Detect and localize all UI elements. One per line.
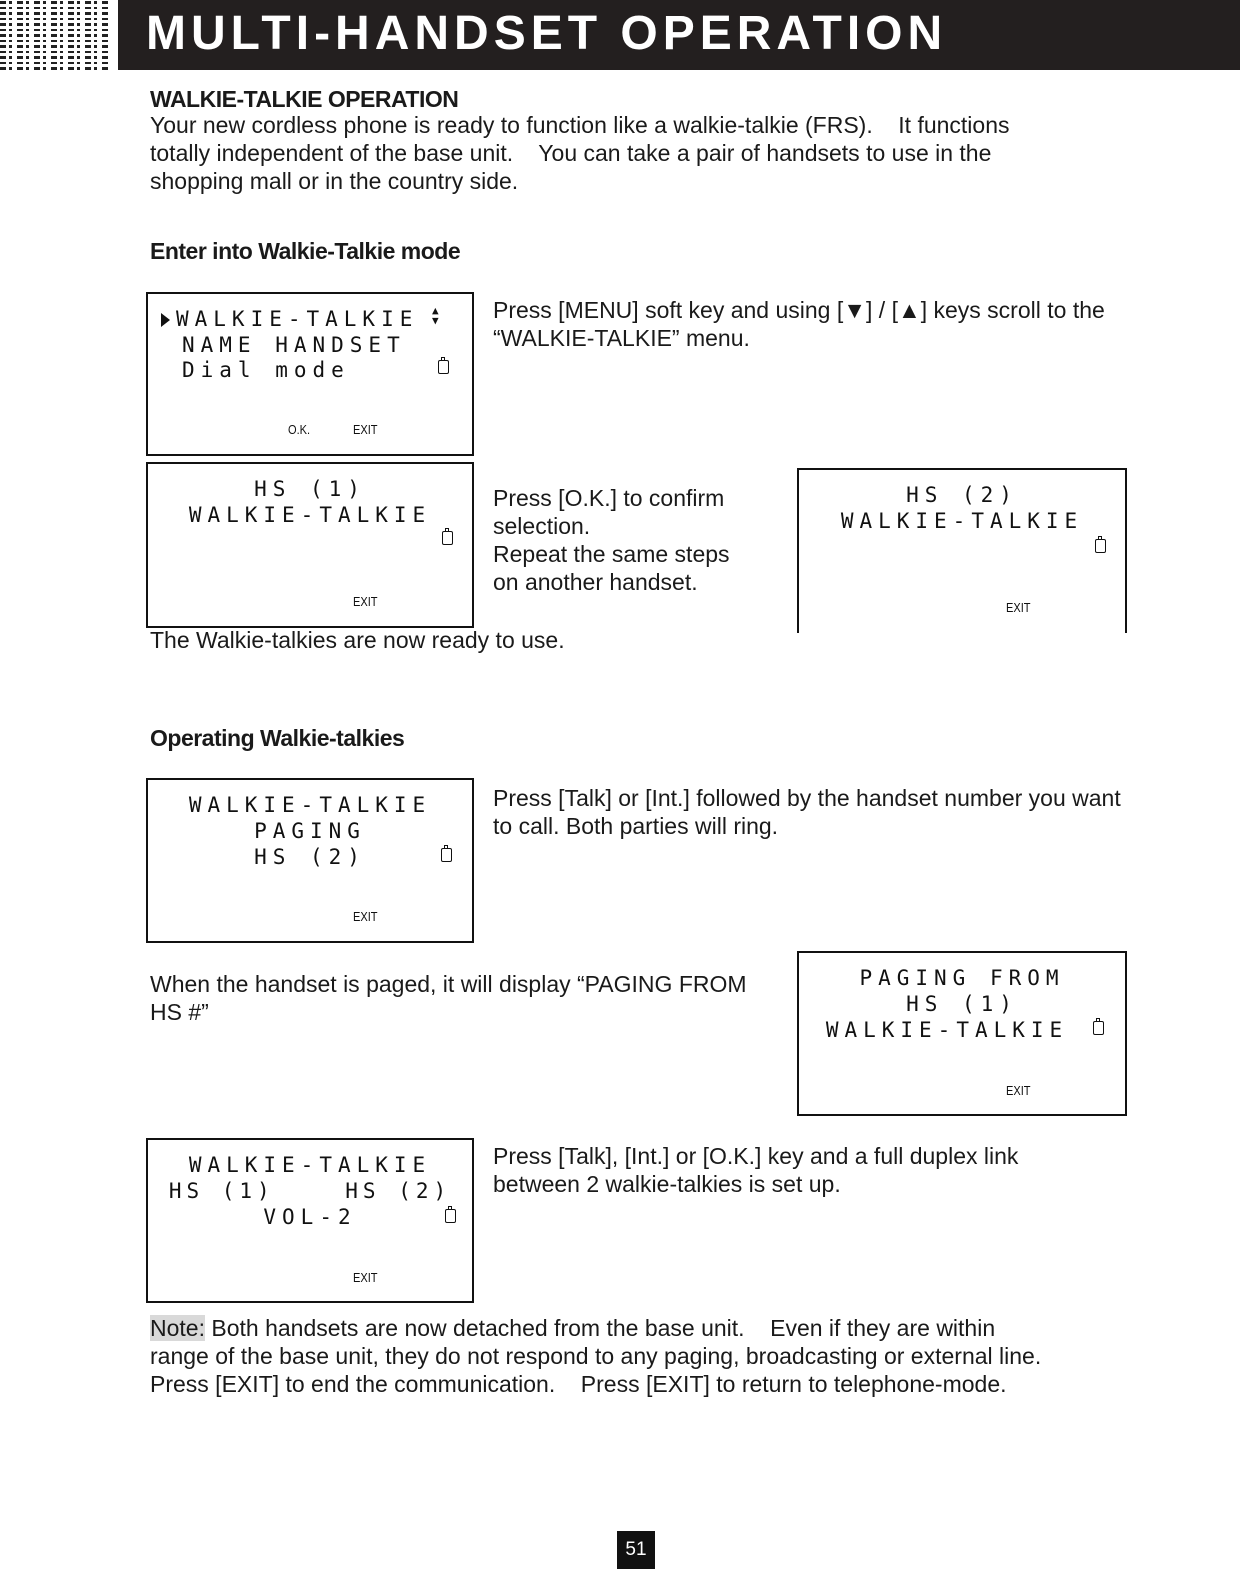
step-line: Press [O.K.] to confirm (493, 485, 725, 511)
exit-softkey-label: EXIT (353, 422, 378, 437)
step-duplex-link-text: Press [Talk], [Int.] or [O.K.] key and a full duplex link between 2 walkie-talkies is set up. (493, 1143, 1019, 1197)
battery-icon (1095, 539, 1106, 553)
page-title: MULTI-HANDSET OPERATION (146, 7, 948, 60)
up-down-arrows-icon: ▲ ▼ (432, 304, 439, 327)
lcd-screen-hs2-walkie-talkie (797, 468, 1127, 633)
lcd-line: WALKIE-TALKIE (188, 1153, 432, 1177)
intro-line: totally independent of the base unit. You can take a pair of handsets to use in the (150, 140, 992, 166)
ok-softkey-label: O.K. (288, 422, 311, 437)
note-paragraph (150, 1314, 1150, 1398)
ready-to-use-text: The Walkie-talkies are now ready to use. (150, 627, 565, 653)
lcd-line: WALKIE-TALKIE (176, 307, 419, 331)
lcd-line: HS (1) (254, 477, 366, 501)
exit-softkey-label: EXIT (1006, 1083, 1031, 1098)
lcd-line: NAME HANDSET (182, 333, 406, 357)
step-line: selection. (493, 513, 591, 539)
lcd-line: WALKIE-TALKIE (188, 503, 432, 527)
step-line: on another handset. (493, 569, 698, 595)
lcd-line: HS (1) (906, 992, 1018, 1016)
battery-icon (442, 531, 453, 545)
lcd-line: HS (2) (906, 483, 1018, 507)
exit-softkey-label: EXIT (353, 1270, 378, 1285)
lcd-screen-paging-hs2 (146, 778, 474, 943)
battery-icon (1093, 1021, 1104, 1035)
note-line: Both handsets are now detached from the base unit. Even if they are within (211, 1315, 996, 1341)
header-pattern-graphic (0, 0, 110, 70)
step-line: Repeat the same steps (493, 541, 730, 567)
section-heading-walkie-talkie-operation: WALKIE-TALKIE OPERATION (150, 86, 459, 112)
lcd-line: HS (2) (254, 845, 366, 869)
exit-softkey-label: EXIT (1006, 600, 1031, 615)
step-call-handset-text: Press [Talk] or [Int.] followed by the handset number you want to call. Both parties will ring. (493, 785, 1121, 839)
lcd-line: WALKIE-TALKIE (825, 1018, 1069, 1042)
intro-line: shopping mall or in the country side. (150, 168, 519, 194)
exit-softkey-label: EXIT (353, 909, 378, 924)
intro-line: Your new cordless phone is ready to function like a walkie-talkie (FRS). It functions (150, 112, 1010, 138)
lcd-screen-menu (146, 292, 474, 456)
lcd-screen-hs1-walkie-talkie (146, 462, 474, 628)
section-heading-enter-mode: Enter into Walkie-Talkie mode (150, 238, 461, 264)
lcd-line: HS (1) HS (2) (168, 1179, 452, 1203)
lcd-line: Dial mode (182, 358, 350, 382)
lcd-line: WALKIE-TALKIE (840, 509, 1084, 533)
note-line: Press [EXIT] to end the communication. Press [EXIT] to return to telephone-mode. (150, 1371, 1007, 1397)
lcd-screen-paging-from-hs1 (797, 951, 1127, 1116)
step-scroll-to-menu-text: Press [MENU] soft key and using [▼] / [▲] keys scroll to the “WALKIE-TALKIE” menu. (493, 297, 1105, 351)
lcd-line: VOL-2 (263, 1205, 357, 1229)
step-confirm-selection-text (493, 484, 783, 596)
triangle-right-icon (161, 313, 170, 327)
section-heading-operating: Operating Walkie-talkies (150, 725, 405, 751)
lcd-line: WALKIE-TALKIE (188, 793, 432, 817)
battery-icon (441, 848, 452, 862)
page-number: 51 (617, 1531, 655, 1569)
battery-icon (438, 360, 449, 374)
lcd-line: PAGING FROM (859, 966, 1065, 990)
paged-display-text: When the handset is paged, it will display “PAGING FROM HS #” (150, 971, 747, 1025)
lcd-screen-duplex-link (146, 1138, 474, 1303)
note-line: range of the base unit, they do not respond to any paging, broadcasting or external line. (150, 1343, 1042, 1369)
battery-icon (445, 1209, 456, 1223)
intro-paragraph (150, 111, 1150, 195)
exit-softkey-label: EXIT (353, 594, 378, 609)
note-label: Note: (150, 1315, 205, 1341)
lcd-line: PAGING (254, 819, 366, 843)
